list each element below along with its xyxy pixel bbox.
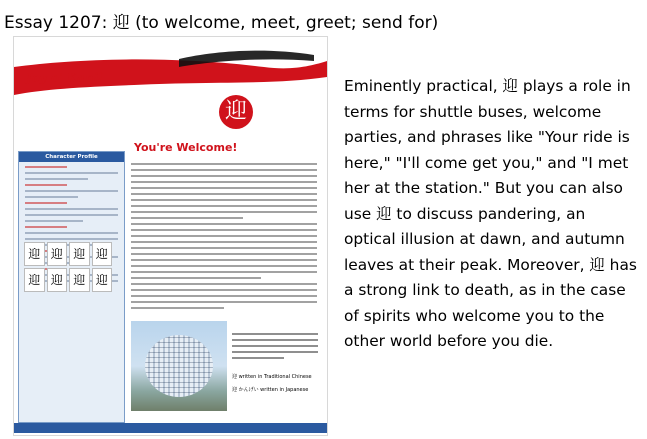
side-kanji-japanese: 迎 かんげい written in Japanese xyxy=(232,387,309,393)
thumbnail-footer-bar xyxy=(14,423,327,433)
side-kanji-traditional: 迎 written in Traditional Chinese xyxy=(232,374,312,380)
featured-kanji: 迎 xyxy=(219,95,253,129)
brush-stroke-banner xyxy=(14,37,327,133)
practice-kanji: 迎 xyxy=(24,268,45,292)
practice-kanji: 迎 xyxy=(47,268,68,292)
article-body-text xyxy=(131,159,317,309)
stadium-photo xyxy=(131,321,227,411)
practice-kanji: 迎 xyxy=(24,242,45,266)
photo-caption-text xyxy=(232,329,318,359)
essay-title: Essay 1207: 迎 (to welcome, meet, greet; send for) xyxy=(4,13,439,33)
essay-thumbnail[interactable] xyxy=(13,36,328,436)
practice-kanji: 迎 xyxy=(69,242,90,266)
article-headline: You're Welcome! xyxy=(134,141,238,154)
dome-image xyxy=(145,335,213,397)
essay-description: Eminently practical, 迎 plays a role in terms for shuttle buses, welcome parties, and phrases like "Your ride is here," "I'll come get you," and "I met her at the station." But you can also use 迎 to discuss pandering, an optical illusion at dawn, and autumn leaves at their peak. Moreover, 迎 has a strong link to death, as in the case of spirits who welcome you to the other world before you die. xyxy=(344,77,637,350)
practice-kanji: 迎 xyxy=(47,242,68,266)
practice-kanji: 迎 xyxy=(69,268,90,292)
stroke-practice-grid xyxy=(24,242,112,290)
side-kanji-notes xyxy=(232,373,312,393)
sidebar-title: Character Profile xyxy=(19,152,124,162)
practice-kanji: 迎 xyxy=(92,242,113,266)
joy-o-kanji-logo: Joy o' Kanji xyxy=(26,71,103,85)
practice-kanji: 迎 xyxy=(92,268,113,292)
